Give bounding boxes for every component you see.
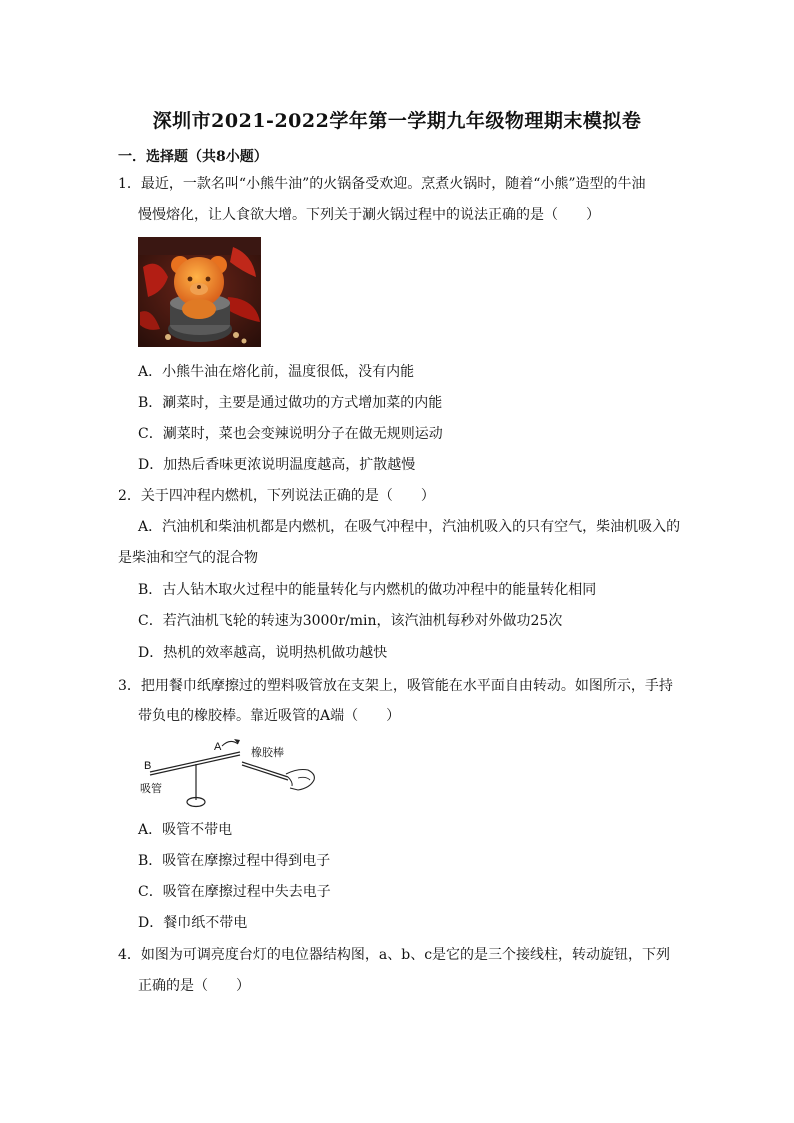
q2-option-b: B．古人钻木取火过程中的能量转化与内燃机的做功冲程中的能量转化相同 [138, 582, 597, 598]
q1-option-c: C．涮菜时，菜也会变辣说明分子在做无规则运动 [138, 426, 443, 442]
q1-option-a: A．小熊牛油在熔化前，温度很低，没有内能 [138, 364, 415, 380]
q3-option-c: C．吸管在摩擦过程中失去电子 [138, 884, 331, 900]
q3-option-a: A．吸管不带电 [138, 822, 233, 838]
q4-stem-line-1: 4．如图为可调亮度台灯的电位器结构图，a、b、c是它的是三个接线柱，转动旋钮，下列 [118, 947, 671, 963]
q1-option-d: D．加热后香味更浓说明温度越高，扩散越慢 [138, 457, 416, 473]
section-heading: 一．选择题（共8小题） [118, 149, 268, 165]
page-title: 深圳市2021-2022学年第一学期九年级物理期末模拟卷 [152, 110, 642, 132]
q2-option-d: D．热机的效率越高，说明热机做功越快 [138, 645, 388, 661]
label-a: A [214, 741, 222, 753]
q3-stem-line-2: 带负电的橡胶棒。靠近吸管的A端（ ） [138, 708, 401, 724]
hotpot-bear-photo [138, 237, 261, 347]
label-rod: 橡胶棒 [251, 746, 284, 759]
q3-option-d: D．餐巾纸不带电 [138, 915, 248, 931]
label-b: B [144, 760, 152, 772]
label-straw: 吸管 [140, 782, 162, 795]
q3-option-b: B．吸管在摩擦过程中得到电子 [138, 853, 331, 869]
q1-stem-line-1: 1．最近，一款名叫“小熊牛油”的火锅备受欢迎。烹煮火锅时，随着“小熊”造型的牛油 [118, 176, 646, 192]
q2-option-a-line-1: A．汽油机和柴油机都是内燃机，在吸气冲程中，汽油机吸入的只有空气，柴油机吸入的 [138, 519, 681, 535]
q4-stem-line-2: 正确的是（ ） [138, 978, 250, 994]
q2-option-c: C．若汽油机飞轮的转速为3000r/min，该汽油机每秒对外做功25次 [138, 613, 563, 629]
q2-stem: 2．关于四冲程内燃机，下列说法正确的是（ ） [118, 488, 435, 504]
q1-stem-line-2: 慢慢熔化，让人食欲大增。下列关于涮火锅过程中的说法正确的是（ ） [138, 207, 600, 223]
q3-stem-line-1: 3．把用餐巾纸摩擦过的塑料吸管放在支架上，吸管能在水平面自由转动。如图所示，手持 [118, 678, 673, 694]
q1-option-b: B．涮菜时，主要是通过做功的方式增加菜的内能 [138, 395, 443, 411]
q2-option-a-line-2: 是柴油和空气的混合物 [118, 550, 258, 566]
straw-rod-diagram [138, 730, 320, 812]
